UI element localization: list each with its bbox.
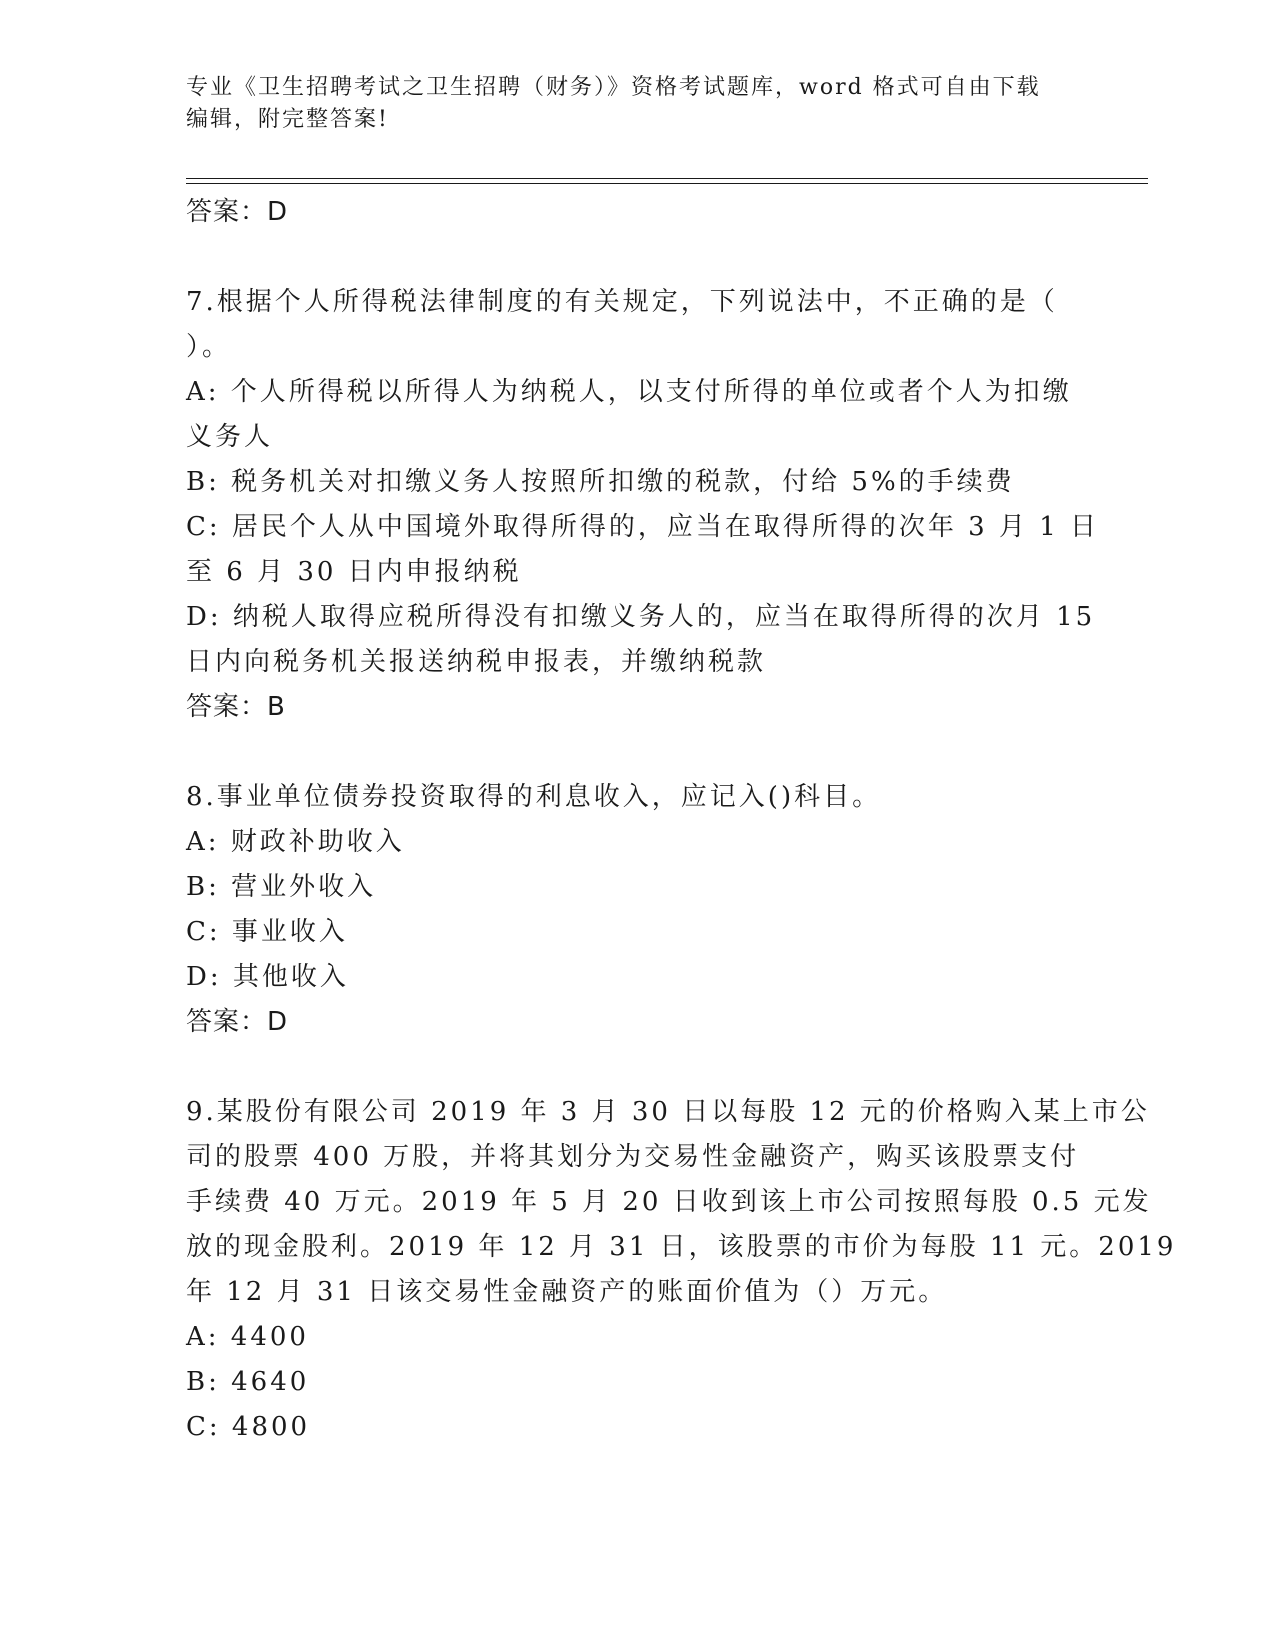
question-stem-line: 手续费 40 万元。2019 年 5 月 20 日收到该上市公司按照每股 0.5 元发 (186, 1187, 1152, 1217)
document-header (186, 72, 1066, 136)
header-rule-bottom (186, 183, 1148, 184)
answer-label: 答案：D (186, 1007, 289, 1037)
header-rule-top (186, 178, 1148, 179)
option-c-line: C: 居民个人从中国境外取得所得的，应当在取得所得的次年 3 月 1 日 (186, 512, 1100, 542)
question-stem-line: 7.根据个人所得税法律制度的有关规定，下列说法中，不正确的是（ (186, 287, 1058, 317)
question-stem-line: ）。 (186, 332, 232, 362)
option-b-line: B: 4640 (186, 1367, 310, 1397)
question-stem-line: 放的现金股利。2019 年 12 月 31 日，该股票的市价为每股 11 元。2019 (186, 1232, 1177, 1262)
spacer (186, 730, 1086, 775)
option-a-line: 义务人 (186, 422, 274, 452)
header-line-1: 专业《卫生招聘考试之卫生招聘（财务）》资格考试题库，word 格式可自由下载 (186, 75, 1041, 100)
header-line-2: 编辑，附完整答案! (186, 107, 389, 132)
option-d-line: D: 纳税人取得应税所得没有扣缴义务人的，应当在取得所得的次月 15 (186, 602, 1096, 632)
question-stem-line: 司的股票 400 万股，并将其划分为交易性金融资产，购买该股票支付 (186, 1142, 1080, 1172)
spacer (186, 235, 1086, 280)
option-a-line: A: 个人所得税以所得人为纳税人，以支付所得的单位或者个人为扣缴 (186, 377, 1072, 407)
spacer (186, 1045, 1086, 1090)
option-b-line: B: 税务机关对扣缴义务人按照所扣缴的税款，付给 5%的手续费 (186, 467, 1015, 497)
option-d-line: D: 其他收入 (186, 962, 349, 992)
question-8 (186, 775, 1086, 1045)
question-stem-line: 9.某股份有限公司 2019 年 3 月 30 日以每股 12 元的价格购入某上市公 (186, 1097, 1150, 1127)
option-d-line: 日内向税务机关报送纳税申报表，并缴纳税款 (186, 647, 767, 677)
option-c-line: 至 6 月 30 日内申报纳税 (186, 557, 522, 587)
option-a-line: A: 4400 (186, 1322, 309, 1352)
question-stem-line: 年 12 月 31 日该交易性金融资产的账面价值为（）万元。 (186, 1277, 948, 1307)
option-c-line: C: 事业收入 (186, 917, 348, 947)
question-7 (186, 280, 1100, 730)
previous-answer: 答案：D (186, 197, 289, 227)
document-body (186, 190, 1177, 1450)
answer-label: 答案：B (186, 692, 286, 722)
question-9 (186, 1090, 1177, 1450)
option-c-line: C: 4800 (186, 1412, 311, 1442)
question-stem-line: 8.事业单位债券投资取得的利息收入，应记入()科目。 (186, 782, 882, 812)
option-a-line: A: 财政补助收入 (186, 827, 405, 857)
option-b-line: B: 营业外收入 (186, 872, 377, 902)
